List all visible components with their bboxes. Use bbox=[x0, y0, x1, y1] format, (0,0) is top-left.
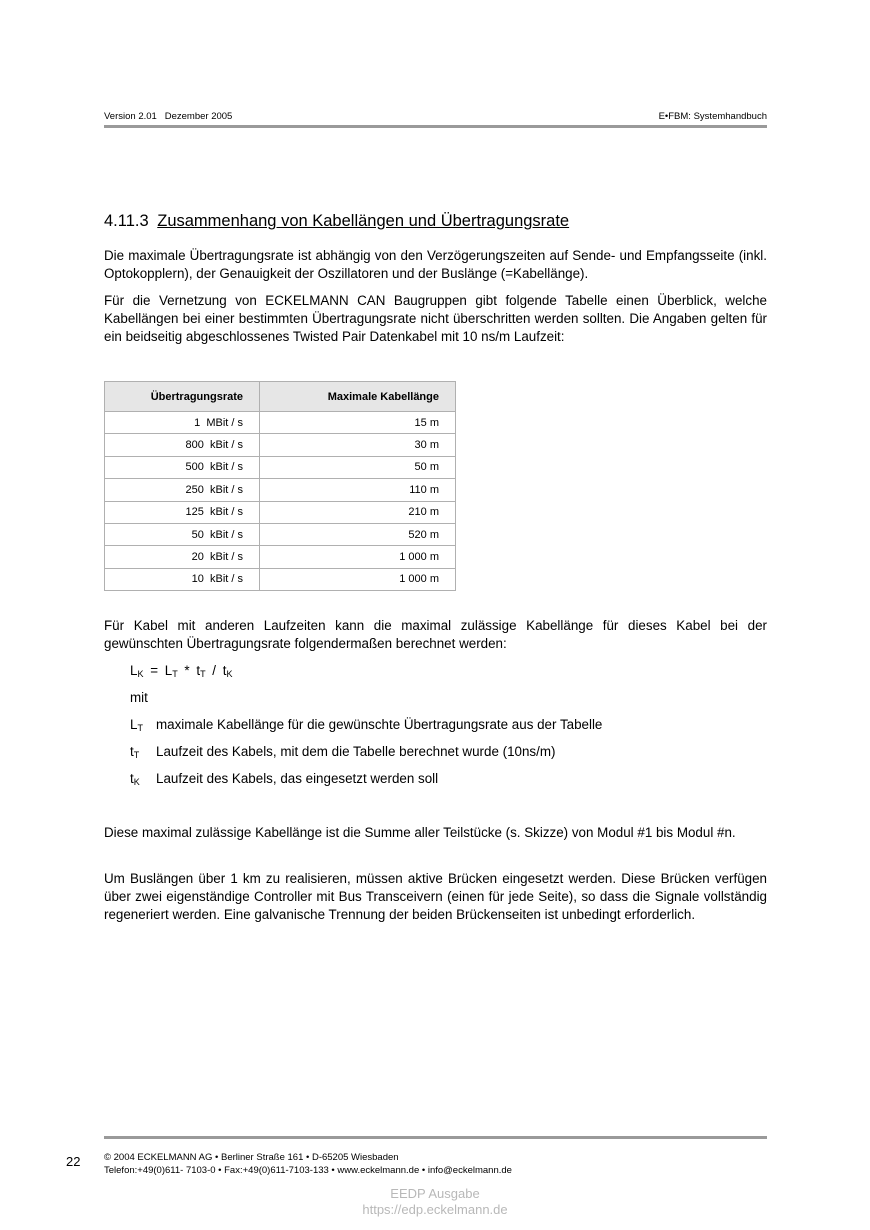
formula-t: t bbox=[196, 663, 201, 678]
col-header-rate: Übertragungsrate bbox=[105, 382, 260, 412]
cell-length: 210 m bbox=[260, 501, 456, 523]
cell-rate: 10 kBit / s bbox=[105, 568, 260, 590]
cell-rate: 1 MBit / s bbox=[105, 412, 260, 434]
definition-tk bbox=[130, 771, 438, 787]
definition-symbol bbox=[130, 771, 156, 787]
cell-rate: 800 kBit / s bbox=[105, 434, 260, 456]
formula-div: / bbox=[205, 663, 223, 678]
cell-rate: 50 kBit / s bbox=[105, 523, 260, 545]
cell-length: 1 000 m bbox=[260, 568, 456, 590]
definition-symbol bbox=[130, 744, 156, 760]
cell-length: 30 m bbox=[260, 434, 456, 456]
formula-t2: t bbox=[222, 663, 227, 678]
table-row bbox=[105, 456, 456, 478]
header-rule bbox=[104, 125, 767, 128]
formula-sub-k: K bbox=[137, 669, 144, 679]
cable-length-table bbox=[104, 381, 456, 591]
footer-rule bbox=[104, 1136, 767, 1139]
footer-contact: Telefon:+49(0)611- 7103-0 • Fax:+49(0)611-7103-133 • www.eckelmann.de • info@eckelmann.de bbox=[104, 1165, 512, 1176]
cell-length: 520 m bbox=[260, 523, 456, 545]
formula-sub-k2: K bbox=[226, 669, 233, 679]
definition-text: Laufzeit des Kabels, mit dem die Tabelle berechnet wurde (10ns/m) bbox=[156, 744, 556, 759]
section-number: 4.11.3 bbox=[104, 212, 149, 230]
table-row bbox=[105, 568, 456, 590]
table-header-row bbox=[105, 382, 456, 412]
cell-rate: 500 kBit / s bbox=[105, 456, 260, 478]
section-title: Zusammenhang von Kabellängen und Übertragungsrate bbox=[157, 212, 570, 230]
section-heading bbox=[104, 212, 569, 231]
paragraph-3: Für Kabel mit anderen Laufzeiten kann die maximal zulässige Kabellänge für dieses Kabel bei der gewünschten Übertragungsrate folgendermaßen berechnet werden: bbox=[104, 618, 767, 651]
formula-l: L bbox=[130, 663, 138, 678]
page-footer bbox=[104, 1151, 512, 1177]
definition-symbol bbox=[130, 717, 156, 733]
cell-rate: 20 kBit / s bbox=[105, 546, 260, 568]
table-row bbox=[105, 434, 456, 456]
watermark-url: https://edp.eckelmann.de bbox=[362, 1202, 508, 1217]
definition-sub: T bbox=[137, 723, 143, 733]
definition-text: maximale Kabellänge für die gewünschte Übertragungsrate aus der Tabelle bbox=[156, 717, 603, 732]
paragraph-2: Für die Vernetzung von ECKELMANN CAN Baugruppen gibt folgende Tabelle einen Überblick, welche Kabellängen bei einer bestimmten Übertragungsrate nicht überschritten werden sollten. Die Angaben gelten für ein beidseitig abgeschlossenes Twisted Pair Datenkabel mit 10 ns/m Laufzeit: bbox=[104, 293, 767, 344]
definition-sub: K bbox=[133, 777, 140, 787]
cell-length: 15 m bbox=[260, 412, 456, 434]
definition-base: L bbox=[130, 717, 138, 732]
formula bbox=[130, 663, 233, 679]
page-header bbox=[104, 111, 767, 125]
cell-length: 50 m bbox=[260, 456, 456, 478]
formula-sub-t: T bbox=[172, 669, 178, 679]
paragraph-4: Diese maximal zulässige Kabellänge ist die Summe aller Teilstücke (s. Skizze) von Modul #1 bis Modul #n. bbox=[104, 825, 736, 840]
definition-base: t bbox=[130, 744, 134, 759]
paragraph-1: Die maximale Übertragungsrate ist abhängig von den Verzögerungszeiten auf Sende- und Empfangsseite (inkl. Optokopplern), der Genauigkeit der Oszillatoren und der Buslänge (=Kabellänge). bbox=[104, 248, 767, 281]
col-header-length: Maximale Kabellänge bbox=[260, 382, 456, 412]
definition-sub: T bbox=[133, 750, 140, 760]
table-row bbox=[105, 479, 456, 501]
formula-l2: L bbox=[164, 663, 173, 678]
definition-lt bbox=[130, 717, 602, 733]
definition-text: Laufzeit des Kabels, das eingesetzt werden soll bbox=[156, 771, 439, 786]
watermark-edition: EEDP Ausgabe bbox=[390, 1186, 480, 1201]
footer-address: © 2004 ECKELMANN AG • Berliner Straße 161 • D-65205 Wiesbaden bbox=[104, 1152, 399, 1163]
formula-mul: * bbox=[177, 663, 197, 678]
table-row bbox=[105, 501, 456, 523]
cell-rate: 125 kBit / s bbox=[105, 501, 260, 523]
formula-mit: mit bbox=[130, 690, 148, 705]
paragraph-5: Um Buslängen über 1 km zu realisieren, müssen aktive Brücken eingesetzt werden. Diese Brücken verfügen über zwei eigenständige Controller mit Bus Transceivern (einen für jede Seite), so dass die Signale vollständig regeneriert werden. Eine galvanische Trennung der beiden Brückenseiten ist unbedingt erforderlich. bbox=[104, 871, 767, 922]
formula-eq: = bbox=[143, 663, 165, 678]
table-row bbox=[105, 546, 456, 568]
header-title: E•FBM: Systemhandbuch bbox=[658, 111, 767, 122]
definition-tt bbox=[130, 744, 555, 760]
header-version: Version 2.01 Dezember 2005 bbox=[104, 111, 233, 122]
cell-length: 110 m bbox=[260, 479, 456, 501]
page-number: 22 bbox=[66, 1154, 81, 1169]
table-row bbox=[105, 523, 456, 545]
definition-base: t bbox=[130, 771, 134, 786]
cell-length: 1 000 m bbox=[260, 546, 456, 568]
formula-sub-t2: T bbox=[200, 669, 206, 679]
cell-rate: 250 kBit / s bbox=[105, 479, 260, 501]
table-row bbox=[105, 412, 456, 434]
